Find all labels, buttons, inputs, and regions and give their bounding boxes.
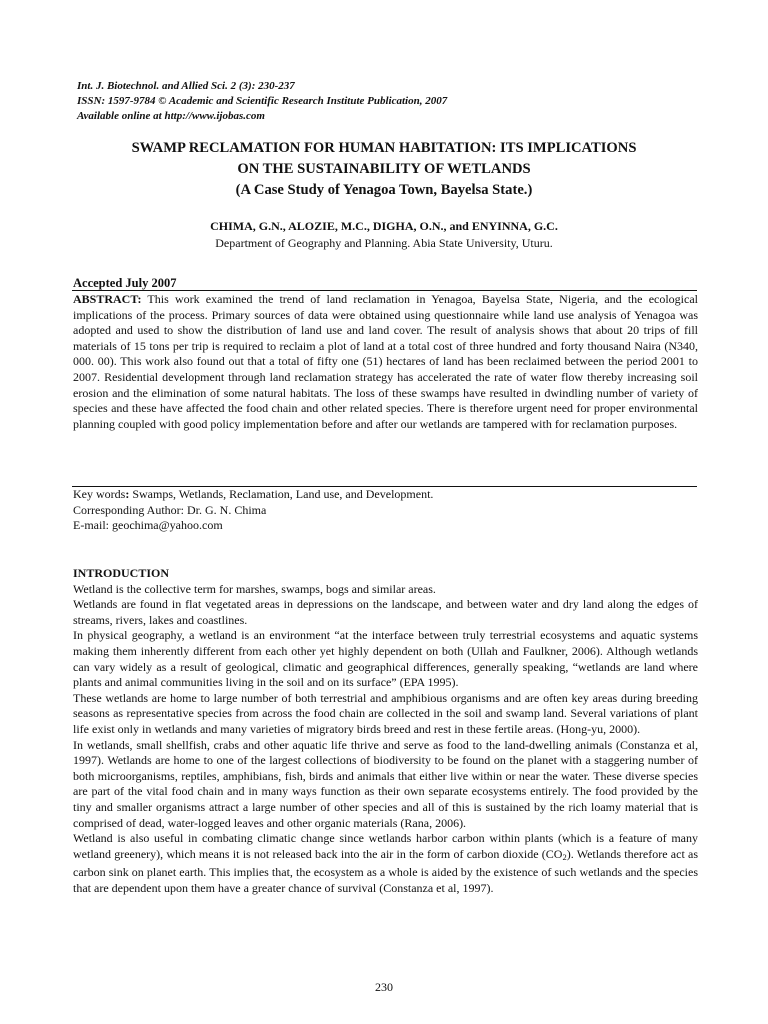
keywords-label: Key words <box>73 487 126 501</box>
abstract-label: ABSTRACT: <box>73 292 142 306</box>
introduction-heading: INTRODUCTION <box>73 566 170 580</box>
page-number: 230 <box>375 980 393 994</box>
intro-paragraph-3: In physical geography, a wetland is an environment “at the interface between truly terrestrial ecosystems and aquatic systems making them inherently different from each other yet highly dependent on both (Ullah and Faulkner, 2006). Although wetlands can vary widely as a result of geological, climatic and geographical differences, generally speaking, “wetlands are land where plants and animal communities living in the soil and on its surface” (EPA 1995). <box>73 628 698 690</box>
journal-citation: Int. J. Biotechnol. and Allied Sci. 2 (3): 230-237 <box>77 80 295 92</box>
intro-paragraph-2: Wetlands are found in flat vegetated areas in depressions on the landscape, and between water and dry land along the edges of streams, rivers, lakes and coastlines. <box>73 597 698 627</box>
intro-paragraph-6 <box>73 831 698 896</box>
intro-paragraph-6-part-2: ). Wetlands therefore act as carbon sink on planet earth. This implies that, the ecosystem as a whole is aided by the existence of such wetlands and the species that are dependent upon them have a greater chance of survival (Constanza et al, 1997). <box>73 846 698 895</box>
paper-title <box>0 138 768 201</box>
authors: CHIMA, G.N., ALOZIE, M.C., DIGHA, O.N., and ENYINNA, G.C. <box>210 219 558 233</box>
accepted-date: Accepted July 2007 <box>73 276 177 290</box>
keywords <box>73 487 698 503</box>
email: E-mail: geochima@yahoo.com <box>73 518 223 533</box>
intro-paragraph-4: These wetlands are home to large number of both terrestrial and amphibious organisms and are often key areas during breeding seasons as representative species from across the food chain are collected in the soil and swamp land. Several variations of plant life exist only in wetlands and many varieties of migratory birds breed and rest in these fertile areas. (Hong-yu, 2000). <box>73 690 698 736</box>
abstract <box>73 292 698 432</box>
keywords-text: Swamps, Wetlands, Reclamation, Land use, and Development. <box>129 487 434 501</box>
divider-top <box>72 290 697 291</box>
title-line-2: ON THE SUSTAINABILITY OF WETLANDS <box>237 161 531 177</box>
title-line-1: SWAMP RECLAMATION FOR HUMAN HABITATION: ITS IMPLICATIONS <box>131 140 637 156</box>
co2-subscript: 2 <box>562 851 567 862</box>
title-line-3: (A Case Study of Yenagoa Town, Bayelsa State.) <box>235 182 533 198</box>
corresponding-author: Corresponding Author: Dr. G. N. Chima <box>73 502 267 517</box>
intro-paragraph-6-part-1: Wetland is also useful in combating climatic change since wetlands harbor carbon within plants (which is a feature of many wetland greenery), which means it is not released back into the air in the form of carbon dioxide (CO <box>73 831 698 861</box>
keywords-block <box>73 487 698 534</box>
intro-paragraph-5: In wetlands, small shellfish, crabs and other aquatic life thrive and serve as food to the land-dwelling animals (Constanza et al, 1997). Wetlands are home to one of the largest collections of biodiversity to be found on the planet with a staggering number of both microorganisms, reptiles, amphibians, fish, birds and animals that either live within or near the water. These diverse species are part of the vital food chain and in many ways function as their own separate ecosystems entirely. The food provided by the tiny and smaller organisms attract a large number of other species and all of this is sustained by the rich loamy material that is comprised of dead, water-logged leaves and other organic materials (Rana, 2006). <box>73 737 698 830</box>
abstract-text: This work examined the trend of land reclamation in Yenagoa, Bayelsa State, Nigeria, and the ecological implications of the process. Primary sources of data were obtained using questionnaire while land use analysis of Yenagoa was adopted and used to show the distribution of land use and land cover. The result of analysis shows that about 20 trips of fill materials of 15 tons per trip is required to reclaim a plot of land at a total cost of three hundred and forty thousand Naira (N340, 000. 00). This work also found out that a total of fifty one (51) hectares of land has been reclaimed between the period 2001 to 2007. Residential development through land reclamation strategy has accelerated the rate of water flow thereby increasing soil erosion and the elimination of some natural habitats. The loss of these swamps have resulted in dwindling number of variety of species and these have affected the food chain and other related species. There is therefore urgent need for proper environmental planning coupled with good policy implementation before and after our wetlands are tampered with for reclamation purposes. <box>73 292 698 431</box>
affiliation: Department of Geography and Planning. Abia State University, Uturu. <box>215 236 553 250</box>
introduction-section <box>73 566 698 896</box>
journal-available: Available online at http://www.ijobas.com <box>77 110 265 122</box>
journal-header <box>77 79 447 124</box>
intro-paragraph-1: Wetland is the collective term for marshes, swamps, bogs and similar areas. <box>73 581 436 596</box>
keywords-colon: : <box>125 487 130 501</box>
journal-issn: ISSN: 1597-9784 © Academic and Scientific Research Institute Publication, 2007 <box>77 95 448 107</box>
